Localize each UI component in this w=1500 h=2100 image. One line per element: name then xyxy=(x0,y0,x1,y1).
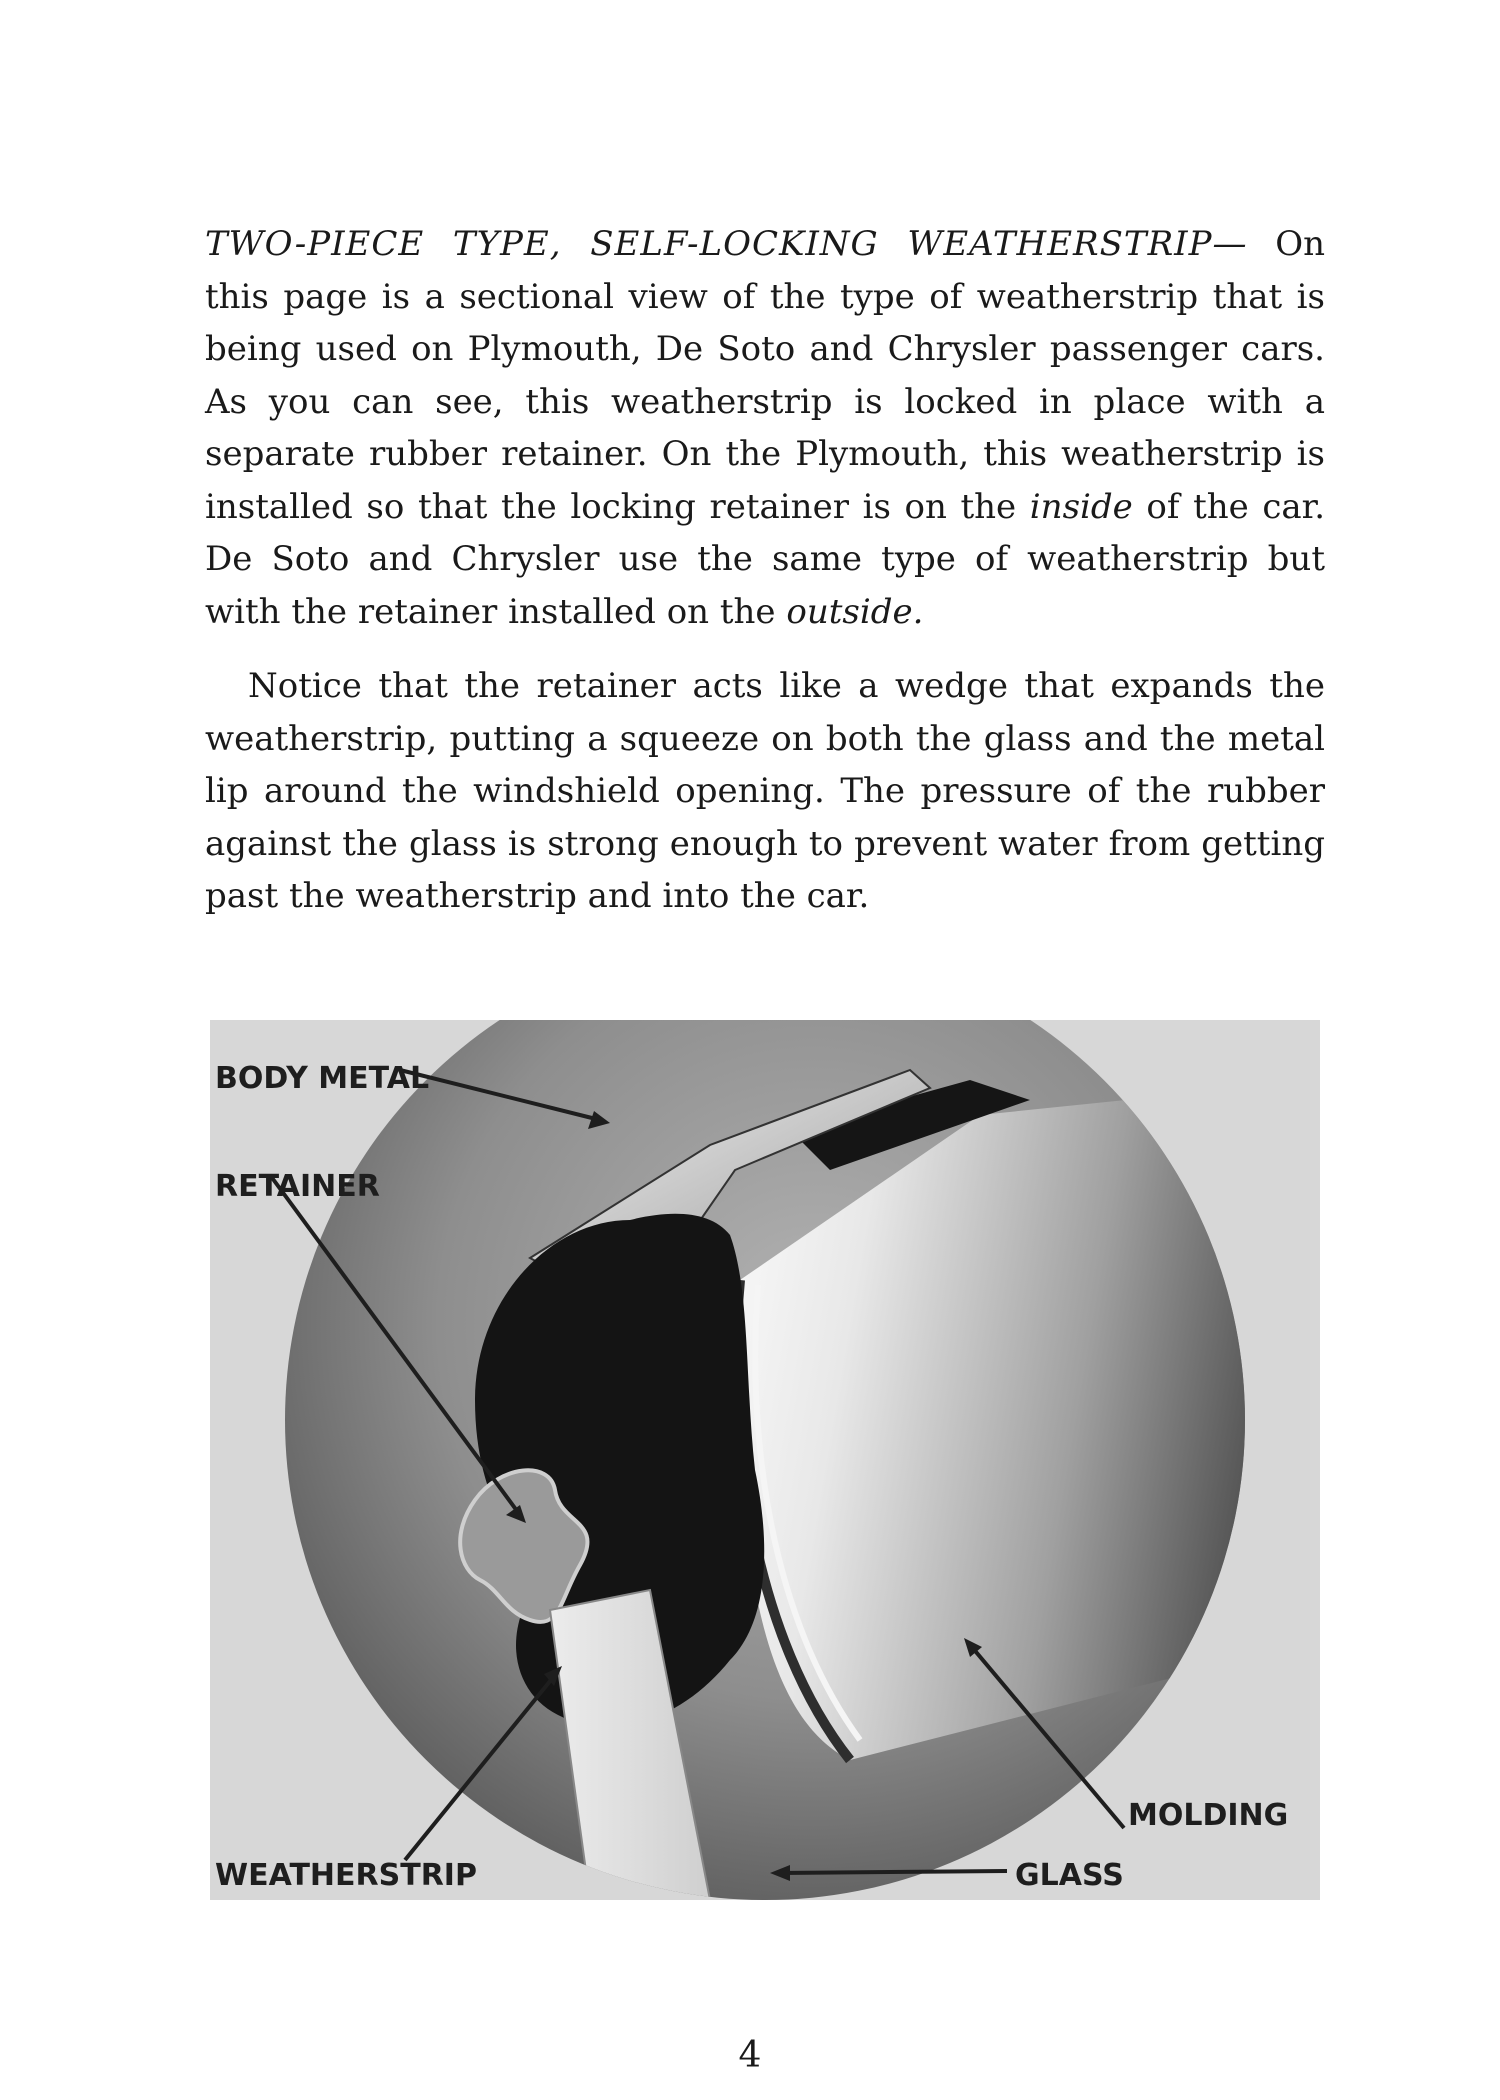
figure-illustration xyxy=(210,1020,1320,1900)
emphasis-outside: outside. xyxy=(786,591,924,632)
label-glass: GLASS xyxy=(1015,1858,1124,1893)
weatherstrip-cross-section-figure xyxy=(210,1020,1320,1900)
label-retainer: RETAINER xyxy=(215,1169,380,1204)
body-text xyxy=(205,218,1325,923)
label-molding: MOLDING xyxy=(1128,1798,1289,1833)
glass-leader xyxy=(780,1871,1007,1873)
paragraph-2: Notice that the retainer acts like a wedge that expands the weatherstrip, putting a squeeze on both the glass and the metal lip around the windshield opening. The pressure of the rubber against the glass is strong enough to prevent water from getting past the weatherstrip and into the car. xyxy=(205,666,1325,916)
paragraph-1-text-b: of the car. De Soto and Chrysler use the same type of weatherstrip but with the retainer installed on the xyxy=(205,486,1326,632)
paragraph-1-text-a: On this page is a sectional view of the type of weatherstrip that is being used on Plymouth, De Soto and Chrysler passenger cars. As you can see, this weatherstrip is locked in place with a separate rubber retainer. On the Plymouth, this weatherstrip is installed so that the locking retainer is on the xyxy=(205,224,1325,527)
paragraph-1 xyxy=(205,218,1325,638)
label-body-metal: BODY METAL xyxy=(215,1061,430,1096)
label-weatherstrip: WEATHERSTRIP xyxy=(215,1858,477,1893)
page-number: 4 xyxy=(738,2035,762,2076)
section-heading: TWO-PIECE TYPE, SELF-LOCKING WEATHERSTRIP— xyxy=(205,224,1248,264)
emphasis-inside: inside xyxy=(1029,486,1133,527)
